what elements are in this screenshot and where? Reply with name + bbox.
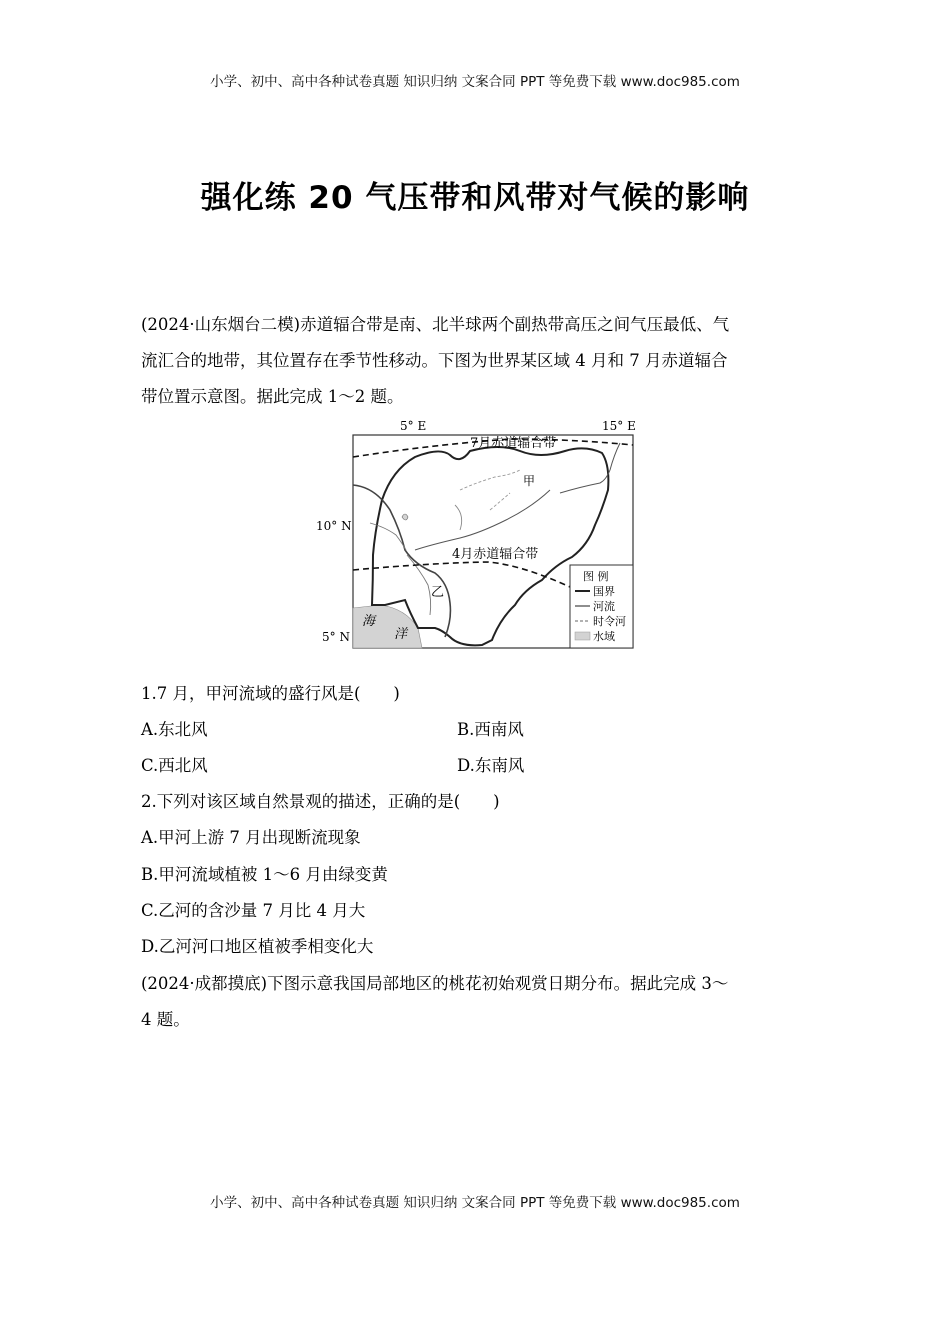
lon-label-15e: 15° E — [602, 419, 636, 433]
q1-option-a: A.东北风 — [141, 720, 208, 739]
page-title: 强化练 20 气压带和风带对气候的影响 — [200, 180, 750, 216]
page-header: 小学、初中、高中各种试卷真题 知识归纳 文案合同 PPT 等免费下载 www.doc985.com — [210, 74, 740, 90]
river-jia-label: 甲 — [523, 474, 536, 488]
q2-option-c: C.乙河的含沙量 7 月比 4 月大 — [141, 901, 366, 920]
q2-option-a: A.甲河上游 7 月出现断流现象 — [141, 828, 361, 847]
ocean-label-1: 海 — [362, 614, 376, 629]
intro-line-1: (2024·山东烟台二模)赤道辐合带是南、北半球两个副热带高压之间气压最低、气 — [141, 315, 730, 334]
itcz-april-label: 4月赤道辐合带 — [452, 547, 539, 562]
q1-stem: 1.7 月，甲河流域的盛行风是( ) — [141, 684, 400, 703]
legend-border: 国界 — [593, 585, 615, 598]
legend-seasonal: 时令河 — [593, 615, 626, 628]
page-footer: 小学、初中、高中各种试卷真题 知识归纳 文案合同 PPT 等免费下载 www.doc985.com — [210, 1195, 740, 1211]
intro2-line-1: (2024·成都摸底)下图示意我国局部地区的桃花初始观赏日期分布。据此完成 3～ — [141, 974, 729, 993]
intro-line-3: 带位置示意图。据此完成 1～2 题。 — [141, 387, 404, 406]
itcz-map — [310, 415, 640, 655]
legend-water: 水域 — [593, 630, 615, 643]
q2-option-b: B.甲河流域植被 1～6 月由绿变黄 — [141, 865, 388, 884]
river-yi-label: 乙 — [431, 585, 445, 600]
itcz-july-label: 7月赤道辐合带 — [470, 436, 557, 451]
q2-stem: 2.下列对该区域自然景观的描述，正确的是( ) — [141, 792, 500, 811]
legend-river: 河流 — [593, 600, 615, 613]
intro-line-2: 流汇合的地带，其位置存在季节性移动。下图为世界某区域 4 月和 7 月赤道辐合 — [141, 351, 728, 370]
q1-option-d: D.东南风 — [457, 756, 525, 775]
q2-option-d: D.乙河河口地区植被季相变化大 — [141, 937, 374, 956]
intro2-line-2: 4 题。 — [141, 1010, 190, 1029]
map-legend — [570, 565, 633, 648]
q1-option-c: C.西北风 — [141, 756, 208, 775]
lon-label-5e: 5° E — [400, 419, 427, 433]
q1-option-b: B.西南风 — [457, 720, 524, 739]
ocean-label-2: 洋 — [394, 627, 408, 642]
lat-label-5n: 5° N — [322, 630, 350, 644]
lat-label-10n: 10° N — [316, 519, 352, 533]
legend-title: 图 例 — [583, 570, 609, 583]
